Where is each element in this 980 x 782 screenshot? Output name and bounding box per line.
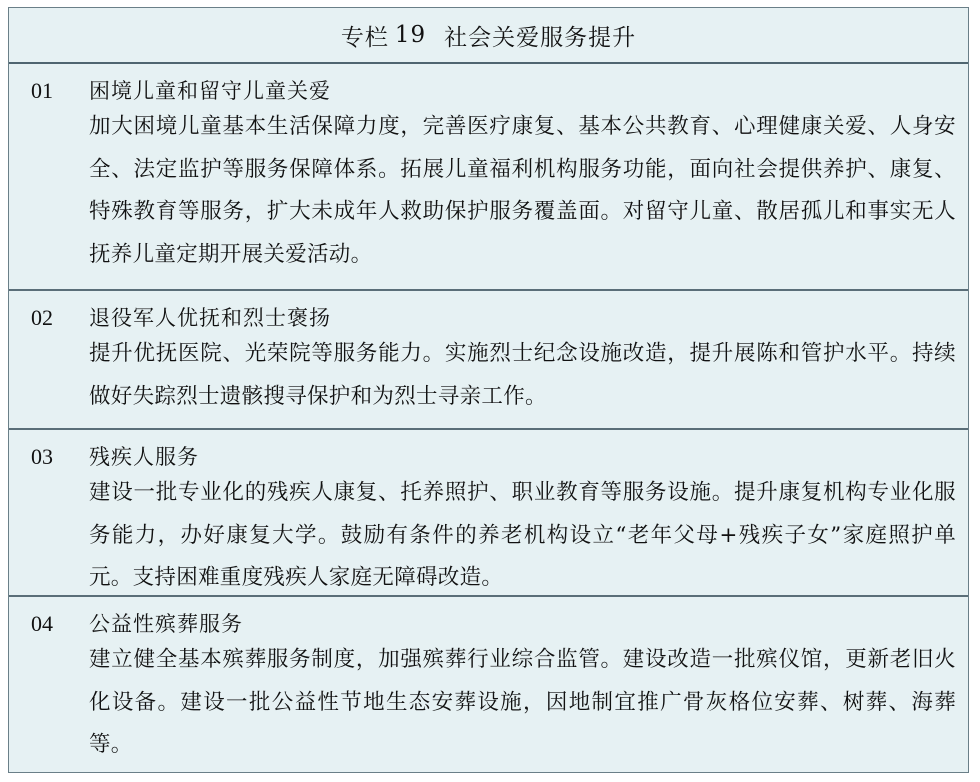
section-body: 建立健全基本殡葬服务制度，加强殡葬行业综合监管。建设改造一批殡仪馆，更新老旧火化设备。建设一批公益性节地生态安葬设施，因地制宜推广骨灰格位安葬、树葬、海葬等。 [89,647,956,757]
section-number: 02 [31,305,53,330]
section-number: 03 [31,444,53,469]
section-title: 退役军人优抚和烈士褒扬 [89,306,331,330]
section-heading [31,442,956,472]
section-title: 残疾人服务 [89,445,199,469]
section-body: 建设一批专业化的残疾人康复、托养照护、职业教育等服务设施。提升康复机构专业化服务能力，办好康复大学。鼓励有条件的养老机构设立“老年父母+残疾子女”家庭照护单元。支持困难重度残疾人家庭无障碍改造。 [89,480,956,590]
section-title: 公益性殡葬服务 [89,612,243,636]
column-title: 社会关爱服务提升 [444,24,637,51]
section-body: 加大困境儿童基本生活保障力度，完善医疗康复、基本公共教育、心理健康关爱、人身安全、法定监护等服务保障体系。拓展儿童福利机构服务功能，面向社会提供养护、康复、特殊教育等服务，扩大未成年人救助保护服务覆盖面。对留守儿童、散居孤儿和事实无人抚养儿童定期开展关爱活动。 [89,114,956,267]
section-01 [9,64,968,291]
section-title: 困境儿童和留守儿童关爱 [89,79,331,103]
column-prefix: 专栏 [340,24,389,51]
section-heading [31,303,956,333]
section-heading [31,76,956,106]
column-number: 19 [394,22,427,48]
section-body: 提升优抚医院、光荣院等服务能力。实施烈士纪念设施改造，提升展陈和管护水平。持续做好失踪烈士遗骸搜寻保护和为烈士寻亲工作。 [89,341,956,409]
section-heading [31,609,956,639]
column-header [9,8,968,64]
section-number: 01 [31,78,53,103]
section-03 [9,430,968,597]
section-number: 04 [31,611,53,636]
column-panel [8,7,969,773]
section-04 [9,597,968,772]
section-02 [9,291,968,430]
